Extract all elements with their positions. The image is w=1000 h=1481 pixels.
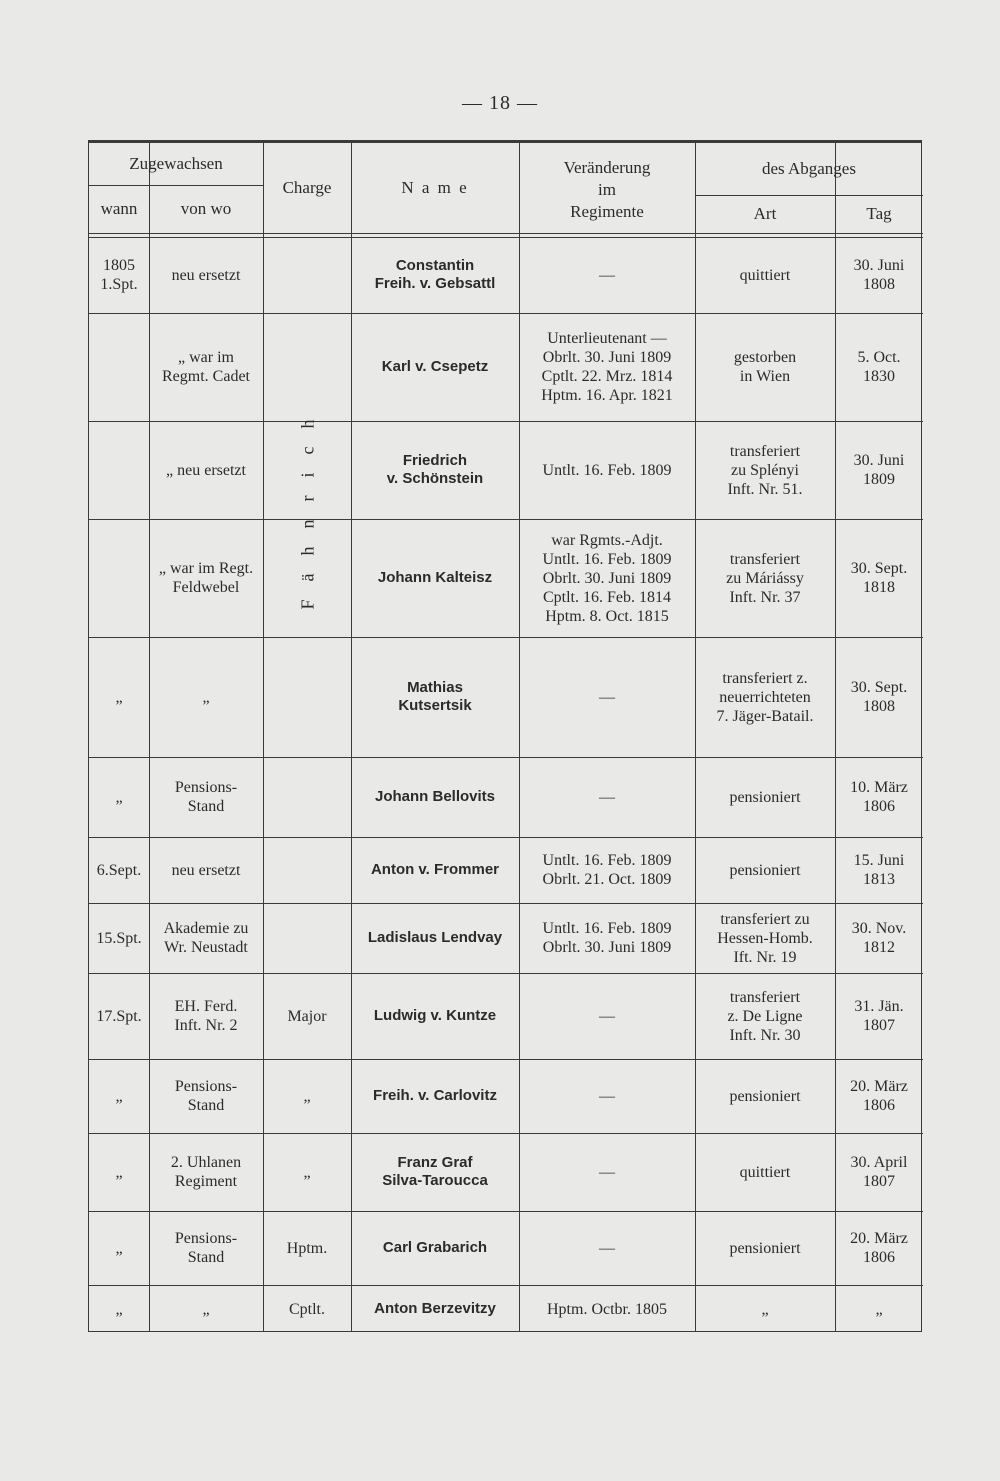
row-4-wann	[89, 519, 149, 637]
row-6-von-wo: Pensions- Stand	[174, 779, 238, 815]
row-10-charge: „	[303, 1087, 311, 1105]
row-9-charge: Major	[287, 1007, 327, 1025]
header-wann: wann	[100, 199, 138, 218]
row-5-von-wo: „	[202, 688, 210, 706]
row-1-veraenderung: —	[599, 266, 615, 284]
row-2-veraenderung: Unterlieutenant — Obrlt. 30. Juni 1809 Cptlt. 22. Mrz. 1814 Hptm. 16. Apr. 1821	[541, 330, 673, 404]
row-10-veraenderung: —	[599, 1087, 615, 1105]
row-11-von-wo: 2. Uhlanen Regiment	[170, 1154, 242, 1190]
row-10-wann: „	[115, 1087, 123, 1105]
row-3-tag: 30. Juni 1809	[853, 452, 905, 488]
row-8-tag: 30. Nov. 1812	[851, 920, 907, 956]
row-7-wann: 6.Sept.	[96, 861, 142, 879]
row-1-wann: 1805 1.Spt.	[100, 257, 138, 293]
row-3-name: Friedrich v. Schönstein	[386, 452, 484, 487]
row-5-art: transferiert z. neuerrichteten 7. Jäger-Batail.	[716, 669, 814, 725]
row-3-von-wo: „ neu ersetzt	[166, 461, 246, 479]
row-5-wann: „	[115, 688, 123, 706]
row-10-art: pensioniert	[729, 1087, 801, 1105]
row-1-art: quittiert	[739, 266, 791, 284]
row-2-tag: 5. Oct. 1830	[857, 349, 901, 385]
row-13-art: „	[761, 1300, 769, 1318]
row-4-tag: 30. Sept. 1818	[850, 560, 908, 596]
row-9-art: transferiert z. De Ligne Inft. Nr. 30	[727, 988, 803, 1044]
row-10-tag: 20. März 1806	[850, 1078, 908, 1114]
row-13-veraenderung: Hptm. Octbr. 1805	[547, 1300, 667, 1318]
row-2-wann	[89, 313, 149, 421]
row-11-art: quittiert	[739, 1163, 791, 1181]
row-3-wann	[89, 421, 149, 519]
header-art: Art	[753, 204, 777, 223]
row-6-art: pensioniert	[729, 788, 801, 806]
row-7-name: Anton v. Frommer	[370, 861, 500, 878]
row-5-name: Mathias Kutsertsik	[398, 679, 472, 714]
header-des-abganges: des Abganges	[762, 159, 856, 178]
row-12-veraenderung: —	[599, 1239, 615, 1257]
row-7-veraenderung: Untlt. 16. Feb. 1809 Obrlt. 21. Oct. 1809	[542, 852, 672, 888]
row-9-von-wo: EH. Ferd. Inft. Nr. 2	[174, 998, 238, 1034]
row-13-wann: „	[115, 1300, 123, 1318]
header-zugewachsen: Zugewachsen	[129, 154, 223, 173]
row-11-wann: „	[115, 1163, 123, 1181]
row-9-wann: 17.Spt.	[96, 1007, 142, 1025]
row-11-veraenderung: —	[599, 1163, 615, 1181]
header-charge: Charge	[282, 178, 332, 197]
row-8-art: transferiert zu Hessen-Homb. Ift. Nr. 19	[717, 910, 813, 966]
row-12-name: Carl Grabarich	[382, 1239, 488, 1256]
row-9-name: Ludwig v. Kuntze	[373, 1007, 497, 1024]
header-tag: Tag	[866, 204, 892, 223]
row-4-art: transferiert zu Máriássy Inft. Nr. 37	[726, 550, 804, 606]
row-8-name: Ladislaus Lendvay	[367, 929, 503, 946]
row-8-von-wo: Akademie zu Wr. Neustadt	[163, 920, 249, 956]
row-11-name: Franz Graf Silva-Tarouсca	[382, 1154, 488, 1189]
header-veraenderung: Veränderung im Regimente	[563, 158, 651, 221]
row-13-name: Anton Berzevitzy	[374, 1300, 496, 1317]
row-7-art: pensioniert	[729, 861, 801, 879]
row-8-wann: 15.Spt.	[96, 929, 142, 947]
row-13-charge: Cptlt.	[288, 1300, 325, 1318]
row-8-charge	[263, 903, 351, 973]
row-7-charge	[263, 837, 351, 903]
row-4-von-wo: „ war im Regt. Feldwebel	[158, 560, 254, 596]
row-4-name: Johann Kalteisz	[377, 569, 493, 586]
row-9-tag: 31. Jän. 1807	[854, 998, 904, 1034]
header-von-wo: von wo	[180, 199, 232, 218]
row-5-veraenderung: —	[599, 688, 615, 706]
row-1-von-wo: neu ersetzt	[171, 266, 241, 284]
row-13-tag: „	[875, 1300, 883, 1318]
row-1-name: Constantin Freih. v. Gebsattl	[374, 257, 496, 292]
row-8-veraenderung: Untlt. 16. Feb. 1809 Obrlt. 30. Juni 1809	[542, 920, 672, 956]
row-6-veraenderung: —	[599, 788, 615, 806]
row-2-art: gestorben in Wien	[733, 349, 797, 385]
row-6-tag: 10. März 1806	[850, 779, 908, 815]
page-number: — 18 —	[462, 92, 538, 114]
row-12-wann: „	[115, 1239, 123, 1257]
row-6-name: Johann Bellovits	[374, 788, 496, 805]
row-3-art: transferiert zu Splényi Inft. Nr. 51.	[727, 442, 803, 498]
header-name: N a m e	[401, 178, 469, 197]
row-12-art: pensioniert	[729, 1239, 801, 1257]
row-12-charge: Hptm.	[286, 1239, 328, 1257]
row-10-von-wo: Pensions- Stand	[174, 1078, 238, 1114]
row-7-von-wo: neu ersetzt	[171, 861, 241, 879]
row-13-von-wo: „	[202, 1300, 210, 1318]
charge-faehnrich-label: Fähnrich	[297, 401, 318, 609]
row-2-von-wo: „ war im Regmt. Cadet	[162, 349, 250, 385]
row-7-tag: 15. Juni 1813	[853, 852, 905, 888]
row-5-tag: 30. Sept. 1808	[850, 679, 908, 715]
row-10-name: Freih. v. Carlovitz	[373, 1087, 497, 1104]
row-2-name: Karl v. Csepetz	[381, 358, 489, 375]
row-1-tag: 30. Juni 1808	[853, 257, 905, 293]
row-12-von-wo: Pensions- Stand	[174, 1230, 238, 1266]
row-6-wann: „	[115, 788, 123, 806]
row-3-veraenderung: Untlt. 16. Feb. 1809	[542, 461, 672, 479]
charge-faehnrich-vertical	[268, 232, 348, 778]
row-4-veraenderung: war Rgmts.-Adjt. Untlt. 16. Feb. 1809 Obrlt. 30. Juni 1809 Cptlt. 16. Feb. 1814 Hptm. 8. Oct. 1815	[542, 531, 672, 625]
row-12-tag: 20. März 1806	[850, 1230, 908, 1266]
row-9-veraenderung: —	[599, 1007, 615, 1025]
row-11-tag: 30. April 1807	[850, 1154, 908, 1190]
register-table	[88, 140, 922, 1332]
row-11-charge: „	[303, 1163, 311, 1181]
